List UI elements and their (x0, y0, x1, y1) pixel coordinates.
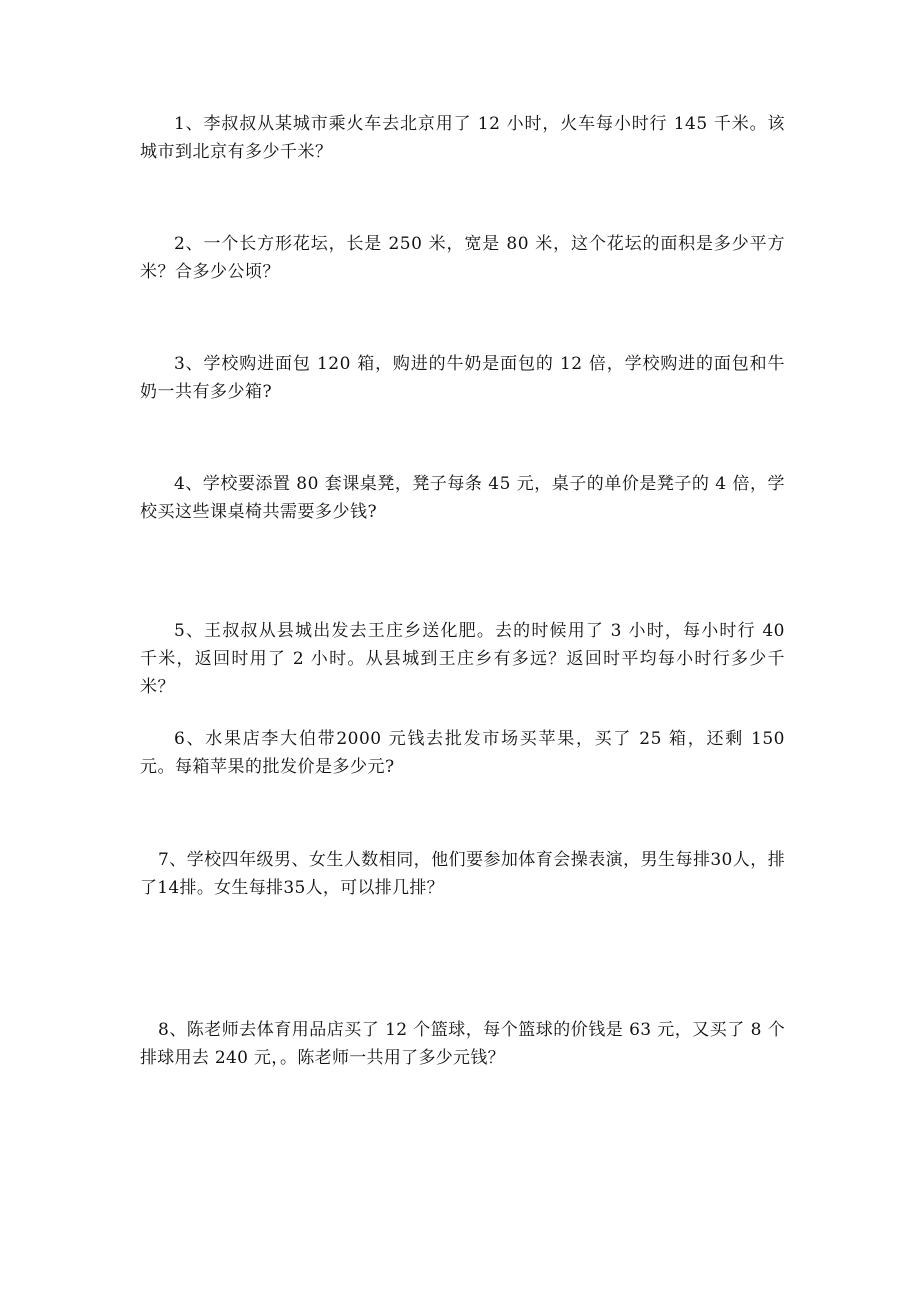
problem-4: 4、学校要添置 80 套课桌凳，凳子每条 45 元，桌子的单价是凳子的 4 倍，学校买这些课桌椅共需要多少钱? (140, 474, 785, 522)
problem-3: 3、学校购进面包 120 箱，购进的牛奶是面包的 12 倍，学校购进的面包和牛奶一共有多少箱? (140, 354, 785, 402)
problem-5: 5、王叔叔从县城出发去王庄乡送化肥。去的时候用了 3 小时，每小时行 40 千米，返回时用了 2 小时。从县城到王庄乡有多远？返回时平均每小时行多少千米？ (140, 621, 785, 697)
problem-2: 2、一个长方形花坛，长是 250 米，宽是 80 米，这个花坛的面积是多少平方米？合多少公顷？ (140, 234, 785, 282)
problem-8: 8、陈老师去体育用品店买了 12 个篮球，每个篮球的价钱是 63 元，又买了 8 个排球用去 240 元，。陈老师一共用了多少元钱？ (140, 1020, 785, 1068)
problem-7: 7、学校四年级男、女生人数相同，他们要参加体育会操表演，男生每排30人，排了14排。女生每排35人，可以排几排？ (140, 850, 785, 898)
problem-1: 1、李叔叔从某城市乘火车去北京用了 12 小时，火车每小时行 145 千米。该城市到北京有多少千米？ (140, 114, 785, 162)
problem-6: 6、水果店李大伯带2000 元钱去批发市场买苹果，买了 25 箱，还剩 150 元。每箱苹果的批发价是多少元? (140, 729, 785, 777)
